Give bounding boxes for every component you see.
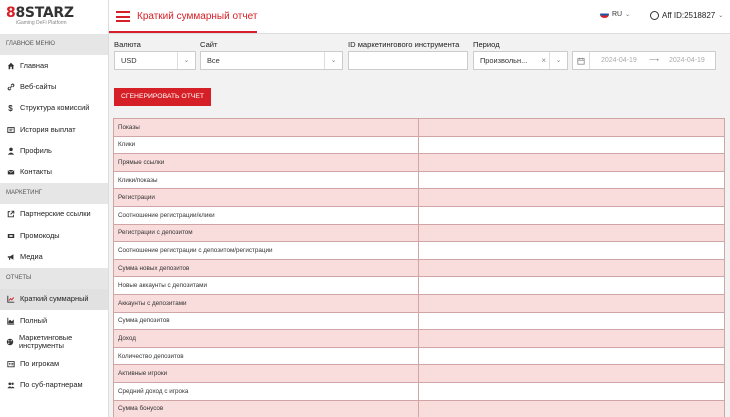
row-value [419,206,725,224]
row-value [419,136,725,154]
row-label: Соотношение регистрации/клики [114,206,419,224]
row-value [419,312,725,330]
home-icon [6,61,15,70]
row-label: Прямые ссылки [114,154,419,172]
sidebar-item-commission-structure[interactable] [0,98,108,119]
chart-icon [6,295,15,304]
date-range-picker[interactable] [572,51,716,70]
sidebar-item-payout-history[interactable] [0,119,108,140]
table-row [114,294,725,312]
row-label: Доход [114,330,419,348]
site-label: Сайт [200,40,218,49]
site-value: Все [207,56,220,65]
megaphone-icon [6,253,15,262]
sidebar-item-media[interactable] [0,246,108,267]
user-icon [6,146,15,155]
sidebar-item-by-players[interactable] [0,353,108,374]
tool-id-input[interactable] [348,51,468,70]
sidebar-item-label: Структура комиссий [20,103,90,113]
row-label: Сумма новых депозитов [114,259,419,277]
row-value [419,171,725,189]
sidebar-item-label: Профиль [20,145,52,155]
chevron-down-icon: ⌄ [625,12,631,18]
envelope-icon [6,168,15,177]
arrow-right-icon: ⟶ [649,57,660,64]
row-value [419,259,725,277]
chevron-down-icon: ⌄ [324,52,342,69]
title-underline [109,31,257,33]
row-label: Новые аккаунты с депозитами [114,277,419,295]
sidebar [0,0,109,417]
sidebar-item-label: История выплат [20,124,76,134]
id-card-icon [6,359,15,368]
row-label: Показы [114,119,419,137]
row-value [419,189,725,207]
sidebar-item-contacts[interactable] [0,161,108,182]
table-row [114,224,725,242]
row-value [419,382,725,400]
row-value [419,294,725,312]
ticket-icon [6,231,15,240]
logo-word: STARZ [24,5,74,21]
chart-area-icon [6,316,15,325]
table-row [114,259,725,277]
table-row [114,277,725,295]
sidebar-item-label: По суб-партнерам [20,380,83,390]
palette-icon [6,338,14,347]
period-select[interactable] [473,51,568,70]
row-label: Средний доход с игрока [114,382,419,400]
row-value [419,119,725,137]
calendar-icon [573,52,590,69]
logo-tagline: iGaming DeFi Platform [16,20,67,26]
sidebar-item-label: Краткий суммарный [20,294,89,304]
page-title: Краткий суммарный отчет [137,11,258,22]
sidebar-item-promocodes[interactable] [0,225,108,246]
table-row [114,400,725,417]
row-label: Регистрации с депозитом [114,224,419,242]
row-label: Клики [114,136,419,154]
sidebar-item-partner-links[interactable] [0,204,108,225]
section-main-menu: ГЛАВНОЕ МЕНЮ [0,34,108,55]
table-row [114,382,725,400]
logo-digit-b: 8 [15,5,25,21]
sidebar-item-profile[interactable] [0,140,108,161]
user-circle-icon [650,11,659,20]
table-row [114,136,725,154]
row-value [419,400,725,417]
table-row [114,312,725,330]
table-row [114,365,725,383]
chevron-down-icon: ⌄ [718,13,724,19]
currency-select[interactable] [114,51,196,70]
period-label: Период [473,40,500,49]
sidebar-item-by-sub-partners[interactable] [0,375,108,396]
sidebar-item-home[interactable] [0,55,108,76]
table-row [114,119,725,137]
users-icon [6,381,15,390]
external-link-icon [6,210,15,219]
row-value [419,347,725,365]
sidebar-item-label: Главная [20,60,49,70]
close-icon[interactable]: × [541,56,546,65]
row-label: Клики/показы [114,171,419,189]
sidebar-item-marketing-tools[interactable] [0,331,108,353]
flag-icon [600,11,609,18]
sidebar-item-full[interactable] [0,310,108,331]
affiliate-menu[interactable] [650,11,723,20]
row-value [419,242,725,260]
menu-icon[interactable] [116,11,130,22]
tool-id-label: ID маркетингового инструмента [348,40,460,49]
table-row [114,330,725,348]
sidebar-item-label: Полный [20,315,48,325]
sidebar-item-short-summary[interactable] [0,289,108,310]
table-row [114,347,725,365]
affiliate-id: Aff ID:2518827 [662,11,716,20]
language-label: RU [612,11,623,18]
table-row [114,242,725,260]
sidebar-item-label: Маркетинговые инструменты [19,333,73,351]
table-row [114,154,725,172]
chevron-down-icon: ⌄ [177,52,195,69]
dollar-icon: $ [8,103,13,113]
date-to[interactable]: 2024-04-19 [669,57,705,64]
sidebar-item-websites[interactable] [0,76,108,97]
row-label: Активные игроки [114,365,419,383]
top-header [109,0,730,34]
site-select[interactable] [200,51,343,70]
link-icon [6,82,15,91]
row-label: Сумма депозитов [114,312,419,330]
table-row [114,171,725,189]
sidebar-item-label: Контакты [20,167,52,177]
language-selector[interactable] [600,11,630,18]
sidebar-item-label: Веб-сайты [20,81,57,91]
logo-digit-a: 8 [6,5,16,21]
sidebar-item-label: Промокоды [20,230,60,240]
generate-report-button[interactable]: СГЕНЕРИРОВАТЬ ОТЧЕТ [114,88,211,106]
sidebar-item-label: Партнерские ссылки [20,209,91,219]
table-row [114,206,725,224]
currency-label: Валюта [114,40,141,49]
brand-logo[interactable] [0,0,108,34]
section-reports: ОТЧЕТЫ [0,268,108,289]
sidebar-item-label: Медиа [20,252,43,262]
row-label: Количество депозитов [114,347,419,365]
row-label: Регистрации [114,189,419,207]
period-value: Произвольн... [480,56,528,65]
summary-table [113,118,725,417]
row-label: Соотношение регистрации с депозитом/регистрации [114,242,419,260]
row-value [419,154,725,172]
chevron-down-icon: ⌄ [549,52,567,69]
row-value [419,277,725,295]
sidebar-item-label: По игрокам [20,358,60,368]
row-value [419,330,725,348]
row-value [419,365,725,383]
table-row [114,189,725,207]
date-from[interactable]: 2024-04-19 [601,57,637,64]
section-marketing: МАРКЕТИНГ [0,183,108,204]
receipt-icon [6,125,15,134]
row-label: Сумма бонусов [114,400,419,417]
row-label: Аккаунты с депозитами [114,294,419,312]
row-value [419,224,725,242]
currency-value: USD [121,56,137,65]
